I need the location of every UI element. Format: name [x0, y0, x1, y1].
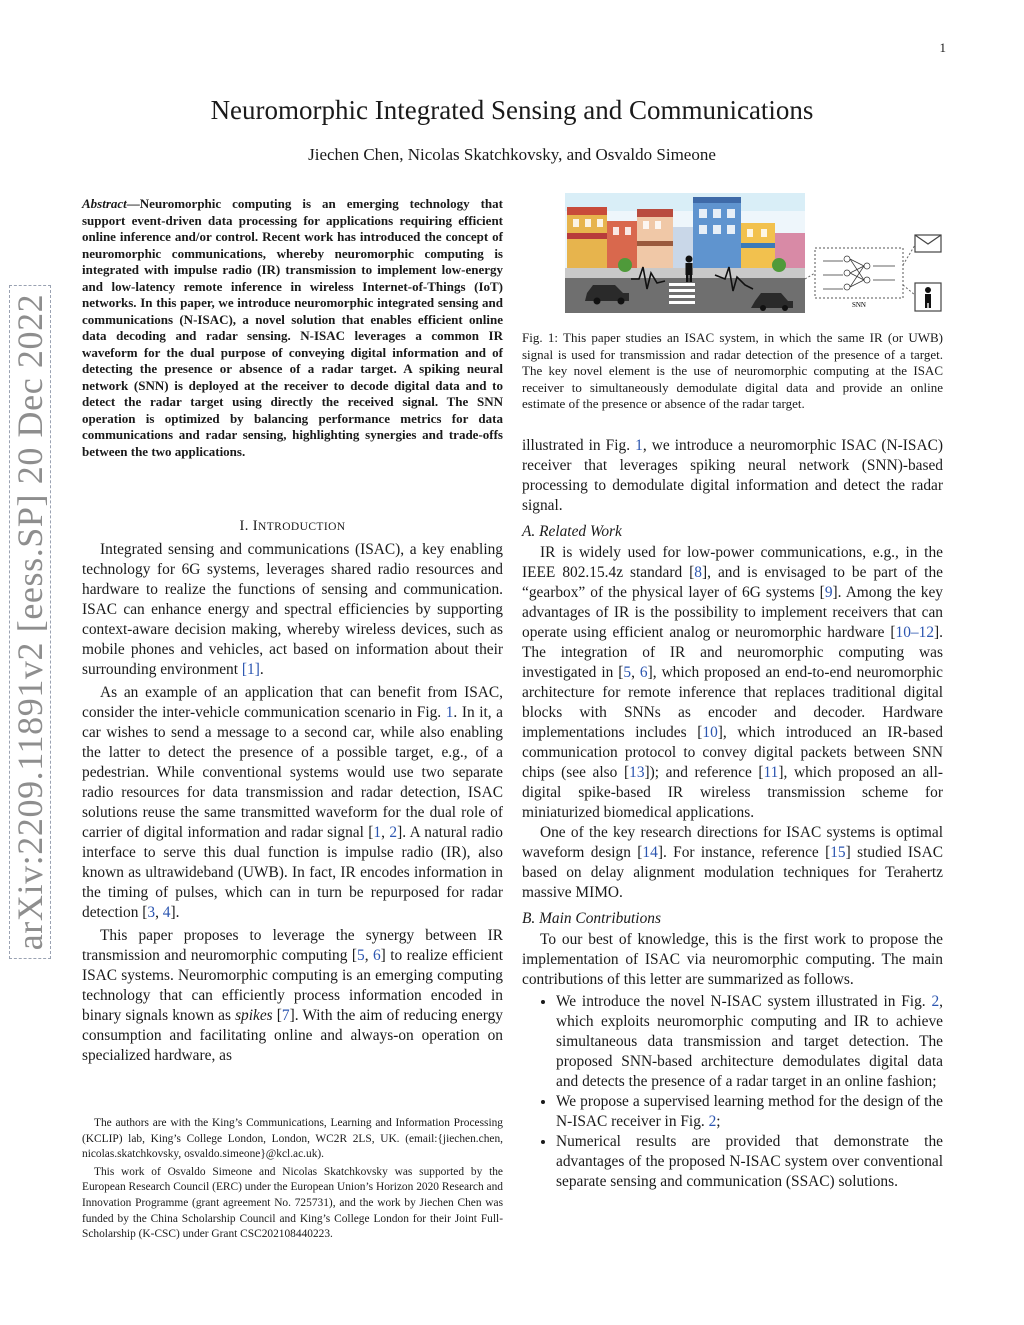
arxiv-identifier — [8, 212, 52, 1032]
abstract-label: Abstract — [82, 196, 127, 211]
citation-link[interactable]: 4 — [162, 904, 171, 921]
connector-line — [903, 285, 915, 295]
paragraph-text: illustrated in Fig. — [522, 437, 636, 454]
citation-link[interactable]: 13 — [629, 764, 645, 781]
paragraph-text: ]. — [170, 904, 180, 921]
paragraph-text: ]. With the aim of reducing energy consumption and facilitating online and always-on operation on specialized hardware, as — [82, 1007, 503, 1064]
page-number: 1 — [939, 40, 946, 55]
citation-link[interactable]: 7 — [281, 1007, 290, 1024]
paragraph-text: ], which proposed an end-to-end neuromorphic architecture for remote inference that replaces traditional digital blocks with SNNs as encoder and decoder. Hardware implementations includes [ — [522, 664, 943, 741]
citation-link[interactable]: 15 — [830, 844, 846, 861]
arxiv-id-text[interactable]: arXiv:2209.11891v2 [eess.SP] 20 Dec 2022 — [9, 285, 51, 960]
intro-paragraph-2: As an example of an application that can benefit from ISAC, consider the inter-vehicle communication scenario in Fig. 1. In it, a car wishes to send a message to a second car, while also enabling the latter to detect the presence of a possible target, e.g., of a pedestrian. While conventional systems would use two separate radio resources for data transmission and radar detection, ISAC solutions reuse the same transmitted waveform for the dual role of carrier of digital information and radar signal [1, 2]. A natural radio interface to serve this dual function is impulse radio (IR), also known as ultrawideband (UWB). In fact, IR encodes information in the timing of pulses, which can in turn be repurposed for radar detection [3, 4]. — [82, 684, 503, 921]
paragraph-text: [ — [272, 1007, 282, 1024]
related-paragraph-2 — [522, 823, 943, 903]
paragraph-text: As an example of an application that can benefit from ISAC, consider the inter-vehicle communication scenario in Fig. — [82, 684, 503, 721]
citation-link[interactable]: 12 — [918, 624, 935, 641]
connector-line — [903, 245, 915, 265]
list-item — [556, 1092, 943, 1132]
decoded-message-icon — [915, 235, 941, 252]
snn-label: SNN — [851, 301, 867, 309]
footnote-affiliation: The authors are with the King’s Communications, Learning and Information Processing (KCLIP) lab, King’s College London, London, WC2R 2LS, UK. (email:{jiechen.chen, nicolas.skatchkovsky, osvaldo.simeone}@kcl.ac.uk). — [82, 1117, 503, 1161]
list-item — [556, 1132, 943, 1192]
section-heading-introduction — [82, 516, 503, 537]
citation-range-dash: – — [910, 624, 919, 641]
citation-link[interactable]: 8 — [694, 564, 702, 581]
paragraph-text: ], and is envisaged to be part of the “gearbox” of the physical layer of 6G systems [ — [522, 564, 943, 601]
intro-continuation — [522, 436, 943, 516]
paragraph-text: ]. A natural radio interface to serve this dual function is impulse radio (IR), also known as ultrawideband (UWB). In fact, IR encodes information in the timing of pulses, which can in turn be repurposed for radar detection [ — [82, 824, 503, 921]
footnotes — [82, 1116, 503, 1243]
paragraph-text: ] to realize efficient ISAC systems. Neuromorphic computing is an emerging computing technology that can efficiently process information encoded in binary signals known as — [82, 947, 503, 1024]
citation-link[interactable]: 6 — [372, 947, 381, 964]
figure-1-isac-illustration — [565, 193, 943, 313]
list-item — [556, 992, 943, 1092]
paragraph-text: . — [259, 661, 264, 678]
sidewalk — [565, 268, 805, 278]
tree — [618, 258, 632, 272]
author-list: Jiechen Chen, Nicolas Skatchkovsky, and Osvaldo Simeone — [308, 145, 716, 164]
subsection-main-contributions: B. Main Contributions — [522, 910, 661, 927]
related-paragraph-1: IR is widely used for low-power communications, e.g., in the IEEE 802.15.4z standard [8], and is envisaged to be part of the “gearbox” of the physical layer of 6G systems [9]. Among the key advantages of IR is the possibility to implement receivers that can operate using efficient analog or neuromorphic hardware [10–12]. The integration of IR and neuromorphic computing was investigated in [5, 6], which proposed an end-to-end neuromorphic architecture for remote inference that replaces traditional digital blocks with SNNs as encoder and decoder. Hardware implementations includes [10], which introduced an IR-based communication protocol to convey digital packets between SNN chips (see also [13]); and reference [11], which proposed an all-digital spike-based IR wireless transmission scheme for miniaturized biomedical applications. — [522, 544, 943, 821]
figure-link[interactable]: 1 — [635, 437, 643, 454]
citation-link[interactable]: 1 — [373, 824, 382, 841]
paragraph-text: We propose a supervised learning method for the design of the N-ISAC receiver in Fig. — [556, 1093, 943, 1130]
paragraph-text: ]. Among the key advantages of IR is the possibility to implement receivers that can operate using efficient analog or neuromorphic hardware [ — [522, 584, 943, 641]
citation-link[interactable]: 2 — [389, 824, 398, 841]
paragraph-text: ], which introduced an IR-based communication protocol to convey digital packets between SNN chips (see also [ — [522, 724, 943, 781]
paragraph-text: We introduce the novel N-ISAC system illustrated in Fig. — [556, 993, 932, 1010]
paragraph-text: ; — [716, 1113, 721, 1130]
subsection-related-work: A. Related Work — [522, 523, 622, 540]
intro-paragraph-3: This paper proposes to leverage the synergy between IR transmission and neuromorphic computing [5, 6] to realize efficient ISAC systems. Neuromorphic computing is an emerging computing technology that can efficiently process information encoded in binary signals known as spikes [7]. With the aim of reducing energy consumption and facilitating online and always-on operation on specialized hardware, as — [82, 927, 503, 1064]
section-first-letter: I — [252, 518, 259, 534]
paragraph-text: . In it, a car wishes to send a message to a second car, while also enabling the latter to detect the presence of a possible target, e.g., of a pedestrian. While conventional systems would use two separate radio resources for data transmission and radar detection, ISAC solutions reuse the same transmitted waveform for the dual role of carrier of digital information and radar signal [ — [82, 704, 503, 841]
citation-link[interactable]: 9 — [824, 584, 833, 601]
paragraph-text: ]. The integration of IR and neuromorphic computing was investigated in [ — [522, 624, 943, 681]
citation-link[interactable]: 10 — [702, 724, 718, 741]
detected-target-icon — [915, 283, 941, 311]
section-rest-letters: NTRODUCTION — [258, 521, 346, 533]
citation-link[interactable]: 5 — [356, 947, 365, 964]
citation-link[interactable]: 5 — [623, 664, 632, 681]
paragraph-text: ], which proposed an all-digital spike-based IR wireless transmission scheme for miniaturized biomedical applications. — [522, 764, 943, 821]
paragraph-text: IR is widely used for low-power communications, e.g., in the IEEE 802.15.4z standard [ — [522, 544, 943, 581]
paragraph-text: One of the key research directions for ISAC systems is optimal waveform design [ — [522, 824, 943, 861]
abstract-text: —Neuromorphic computing is an emerging technology that support event-driven data processing for applications requiring efficient online inference and/or control. Recent work has introduced the concept of neuromorphic communications, whereby neuromorphic computing is integrated with impulse radio (IR) transmission to implement low-energy and low-latency remote inference in wireless Internet-of-Things (IoT) networks. In this paper, we introduce neuromorphic integrated sensing and communications (N-ISAC), a novel solution that enables efficient online data decoding and radar sensing. N-ISAC leverages a common IR waveform for the dual purpose of conveying digital information and of detecting the presence or absence of a radar target. A spiking neural network (SNN) is deployed at the receiver to decode digital data and to detect the radar target using directly the received signal. The SNN operation is optimized by balancing performance metrics for data communications and radar sensing, highlighting synergies and trade-offs between the two applications. — [82, 196, 503, 459]
paragraph-text: This paper proposes to leverage the synergy between IR transmission and neuromorphic computing [ — [82, 927, 503, 964]
paragraph-text: ]. For instance, reference [ — [657, 844, 831, 861]
citation-link[interactable]: 6 — [639, 664, 648, 681]
abstract — [82, 196, 503, 460]
paragraph-text: , we introduce a neuromorphic ISAC (N-ISAC) receiver that leverages spiking neural network (SNN)-based processing to demodulate digital information and detect the radar signal. — [522, 437, 943, 514]
intro-paragraph-1 — [82, 540, 503, 680]
section-number: I. — [239, 518, 249, 534]
introduction-section — [82, 516, 503, 1066]
citation-link[interactable]: 10 — [895, 624, 911, 641]
snn-receiver-diagram — [815, 248, 903, 309]
paragraph-text: Integrated sensing and communications (ISAC), a key enabling technology for 6G systems, leverages shared radio resources and hardware to realize the functions of sensing and communication. ISAC can enhance energy and spectral efficiencies by supporting context-aware decision making, whereby wireless devices, such as mobile phones and vehicles, act based on information about their surrounding environment — [82, 541, 503, 678]
citation-link[interactable]: 14 — [642, 844, 658, 861]
figure-1-caption: Fig. 1: This paper studies an ISAC system, in which the same IR (or UWB) signal is used for transmission and radar detection of the presence of a target. The key novel element is the use of neuromorphic computing at the ISAC receiver to simultaneously demodulate digital data and provide an online estimate of the presence or absence of the radar target. — [522, 330, 943, 411]
paper-title: Neuromorphic Integrated Sensing and Communications — [210, 95, 814, 125]
figure-link[interactable]: 1 — [445, 704, 454, 721]
paragraph-text: Numerical results are provided that demonstrate the advantages of the proposed N-ISAC system over conventional separate sensing and communication (SSAC) solutions. — [556, 1133, 943, 1190]
emphasis: spikes — [235, 1007, 273, 1024]
connector-line — [805, 273, 815, 279]
citation-link[interactable]: 11 — [763, 764, 779, 781]
contributions-list — [522, 992, 943, 1192]
paragraph-text: ] studied ISAC based on delay alignment modulation techniques for Terahertz massive MIMO. — [522, 844, 943, 901]
paragraph-text: ]); and reference [ — [644, 764, 764, 781]
figure-link[interactable]: 2 — [708, 1113, 717, 1130]
citation-link[interactable]: [1] — [241, 661, 260, 678]
right-column-body — [522, 436, 943, 1192]
tree — [772, 258, 786, 272]
footnote-funding: This work of Osvaldo Simeone and Nicolas Skatchkovsky was supported by the European Research Council (ERC) under the European Union’s Horizon 2020 Research and Innovation Programme (grant agreement No. 725731), and the work by Jiechen Chen was funded by the China Scholarship Council and King’s College London for their Joint Full-Scholarship (K-CSC) under Grant CSC202108440223. — [82, 1165, 503, 1241]
citation-link[interactable]: 3 — [147, 904, 156, 921]
contributions-paragraph: To our best of knowledge, this is the first work to propose the implementation of ISAC via neuromorphic computing. The main contributions of this letter are summarized as follows. — [522, 931, 943, 988]
figure-link[interactable]: 2 — [931, 993, 940, 1010]
paragraph-text: , which exploits neuromorphic computing and IR to achieve simultaneous data transmission and target detection. The proposed SNN-based architecture demodulates digital data and detects the presence of a radar target in an online fashion; — [556, 993, 943, 1090]
